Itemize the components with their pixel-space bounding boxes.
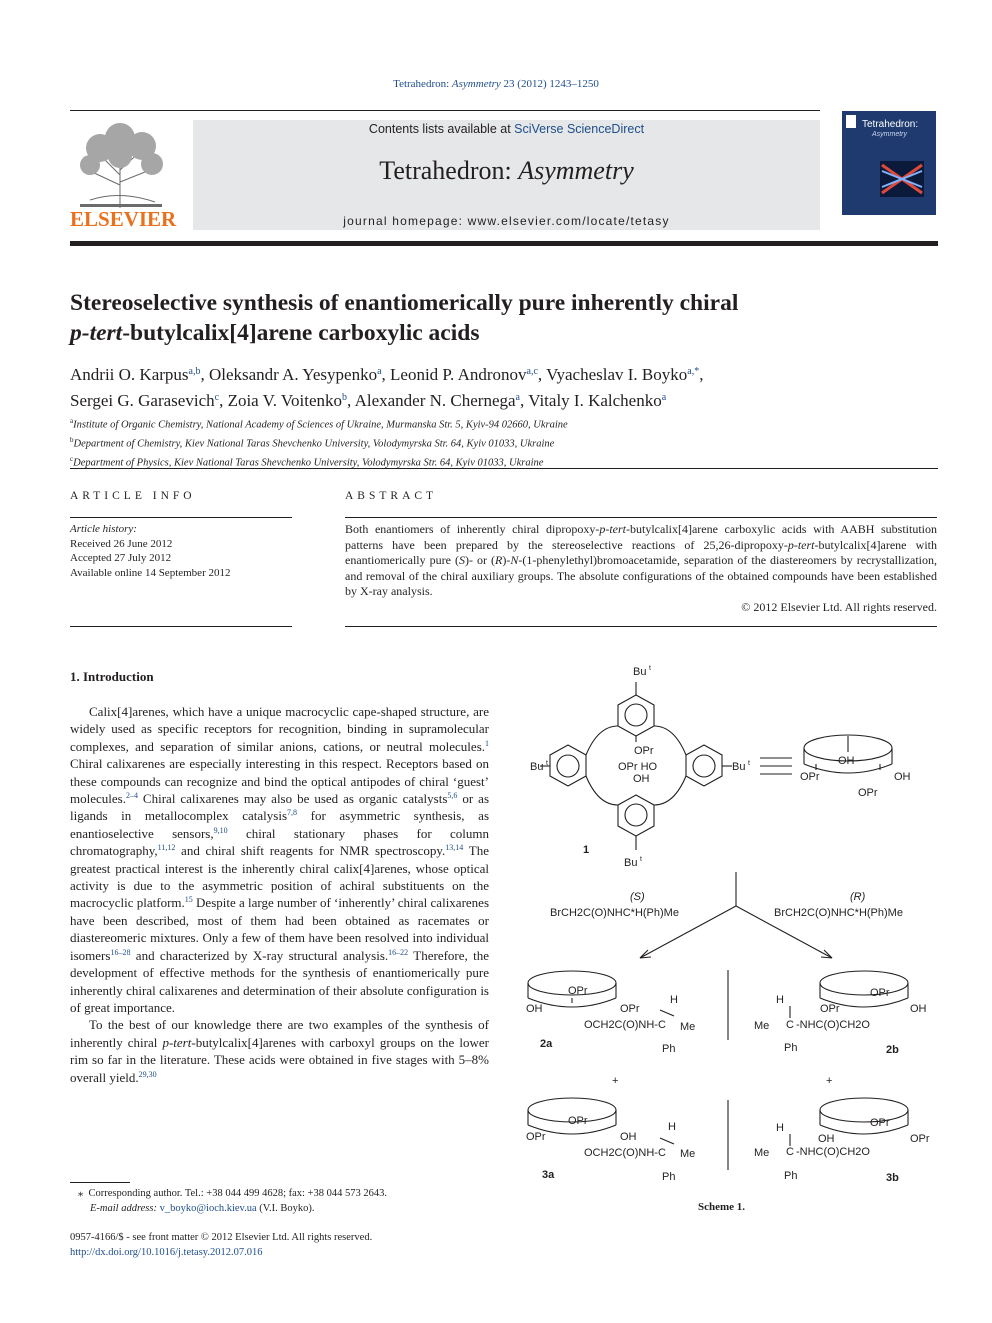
author-name[interactable]: Vyacheslav I. Boyko [546,365,688,384]
scheme-2b-arm: -NHC(O)CH2O [796,1019,870,1031]
citation-ref[interactable]: 11,12 [157,843,176,853]
scheme-opr-1: OPr [634,745,654,757]
article-info-bottom-rule [70,626,292,627]
journal-title: Tetrahedron: Asymmetry [379,156,634,185]
cover-subtitle: Asymmetry [872,131,907,138]
contents-line: Contents lists available at SciVerse ScienceDirect [368,122,645,136]
scheme-opr-left: OPr [800,771,820,783]
article-info-rule [70,517,292,518]
scheme-bu-top: Bu [633,666,647,678]
masthead-thick-rule [70,241,938,246]
scheme-2a-opr: OPr [620,1003,640,1015]
scheme-bu-right-t: t [748,760,750,767]
scheme-opr-bottom: OPr [858,787,878,799]
masthead [193,120,820,230]
affil-rule [70,468,938,469]
scheme-2b-h: H [776,994,784,1006]
scheme-reagent-r: BrCH2C(O)NHC*H(Ph)Me [774,907,903,919]
scheme-label-2b: 2b [886,1044,899,1056]
scheme-2b-c: C [786,1019,794,1031]
author-name[interactable]: Alexander N. Chernega [354,391,516,410]
scheme-3a-ph: Ph [662,1171,676,1183]
citation-ref[interactable]: 5,6 [447,791,458,801]
scheme-bu-right: Bu [732,761,746,773]
scheme-plus-left: + [612,1075,619,1087]
author-name[interactable]: Vitaly I. Kalchenko [528,391,662,410]
article-title: Stereoselective synthesis of enantiomerically pure inherently chiral p-tert-butylcalix[4]arene carboxylic acids [70,290,739,346]
scheme-3b-opr-top: OPr [870,1117,890,1129]
scheme-2a-ph: Ph [662,1043,676,1055]
scheme-2a-opr-top: OPr [568,985,588,997]
scheme-3b-me: Me [754,1147,770,1159]
publisher-name: ELSEVIER [70,207,177,231]
scheme-bu-top-t: t [649,665,651,672]
author-list: Andrii O. Karpus$^{a,b}$, Oleksandr A. Yesypenko$^a$, Leonid P. Andronov$^{a,c}$, Vyacheslav I. Boyko$^{a,*}$, Sergei G. Garasevich$^c$, Zoia V. Voitenko$^b$, Alexander N. Chernega$^a$, Vitaly I. Kalchenko$^a$ [70,365,704,410]
scheme-reagent-s: BrCH2C(O)NHC*H(Ph)Me [550,907,679,919]
author-name[interactable]: Oleksandr A. Yesypenko [208,365,378,384]
scheme-label-2a: 2a [540,1038,553,1050]
scheme-3a-h: H [668,1121,676,1133]
scheme-bu-bottom: Bu [624,857,638,869]
citation-ref[interactable]: 16–28 [110,947,131,957]
scheme-3b-opr: OPr [910,1133,930,1145]
affiliations: $^a$Institute of Organic Chemistry, National Academy of Sciences of Ukraine, Murmanska Str. 5, Kyiv-94 02660, Ukraine $^b$Department of Chemistry, Kiev National Taras Shevchenko University, Volodymyrska Str. 64, Kyiv 01033, Ukraine $^c$Department of Physics, Kiev National Taras Shevchenko University, Volodymyrska Str. 64, Kyiv 01033, Ukraine [70,417,568,469]
scheme-2b-opr-top: OPr [870,987,890,999]
cover-footer [842,215,936,229]
citation-ref[interactable]: 9,10 [213,825,228,835]
scheme-2a-h: H [670,994,678,1006]
scheme-3b-arm: -NHC(O)CH2O [796,1146,870,1158]
scheme-label-3b: 3b [886,1172,899,1184]
scheme-3a-opr-top: OPr [568,1115,588,1127]
scheme-3b-c: C [786,1146,794,1158]
scheme-2b-opr: OPr [820,1003,840,1015]
copyright: © 2012 Elsevier Ltd. All rights reserved. [741,599,937,614]
scheme-3a-arm: OCH2C(O)NH-C [584,1147,666,1159]
scheme-2a-arm: OCH2C(O)NH-C [584,1019,666,1031]
author-name[interactable]: Andrii O. Karpus [70,365,189,384]
email-link[interactable]: v_boyko@ioch.kiev.ua [159,1203,257,1214]
scheme-bu-bottom-t: t [640,856,642,863]
abstract-bottom-rule [345,626,937,627]
scheme-2b-oh: OH [910,1003,927,1015]
author-name[interactable]: Leonid P. Andronov [390,365,527,384]
article-history: Article history: Received 26 June 2012 Accepted 27 July 2012 Available online 14 September 2012 [70,523,231,579]
journal-homepage-link[interactable]: journal homepage: www.elsevier.com/locate/tetasy [343,214,670,228]
corresponding-author-footnote: ⁎ Corresponding author. Tel.: +38 044 499 4628; fax: +38 044 573 2643. E-mail address: v_boyko@ioch.kiev.ua (V.I. Boyko). [78,1188,387,1214]
section-heading-introduction: 1. Introduction [70,669,154,684]
scheme-3b-oh: OH [818,1133,835,1145]
scheme-1-figure [520,660,940,1190]
scheme-3a-opr: OPr [526,1131,546,1143]
abstract-rule [345,517,937,518]
intro-paragraph-1: Calix[4]arenes, which have a unique macrocyclic cape-shaped structure, are widely used as specific receptors for recognition, binding in supramolecular complexes, and separation of similar anions, cations, or neutral molecules.$^1$ Chiral calixarenes are especially interesting in this respect. Receptors based on these compounds can recognize and bind the optical antipodes of chiral ‘guest’ molecules.$^{2-4}$ Chiral calixarenes may also be used as organic catalysts$^{5,6}$ or as ligands in metallocomplex catalysis$^{7,8}$ for asymmetric synthesis, as enantioselective sensors,$^{9,10}$ chiral stationary phases for column chromatography,$^{11,12}$ and chiral shift reagents for NMR spectroscopy.$^{13,14}$ The greatest practical interest is the inherently chiral calix[4]arenes, whose optical activity is due to the asymmetric position of achiral substituents on the macrocyclic platform.$^{15}$ Despite a large number of ‘inherently’ chiral calixarenes have been described, most of them had been obtained as racemates or diastereomeric mixtures. Only a few of them have been resolved into individual isomers$^{16-28}$ and characterized by X-ray structural analysis.$^{16-22}$ Therefore, the development of effective methods for the synthesis of enantiomerically pure inherently chiral calixarenes and determination of their absolute configuration is of great importance. [70,704,490,1015]
scheme-3a-me: Me [680,1148,696,1160]
elsevier-logo[interactable] [70,120,177,232]
article-info-heading: ARTICLE INFO [70,490,196,502]
footnote-rule [70,1182,130,1183]
scheme-oh-right: OH [894,771,911,783]
cover-logo-icon [846,115,856,128]
scheme-caption: Scheme 1. [698,1201,746,1213]
author-name[interactable]: Zoia V. Voitenko [227,391,343,410]
scheme-oh-1: OH [633,773,650,785]
citation-ref[interactable]: 16–22 [388,947,409,957]
scheme-plus-right: + [826,1075,833,1087]
scheme-oh-top: OH [838,755,855,767]
citation-ref[interactable]: 13,14 [445,843,464,853]
journal-cover-image[interactable] [842,111,936,229]
scheme-2b-me: Me [754,1020,770,1032]
intro-paragraph-2: To the best of our knowledge there are two examples of the synthesis of inherently chiral p-tert-butylcalix[4]arenes with carboxyl groups on the lower rim so far in the literature. These acids were obtained in five stages with 5–8% overall yield.$^{29,30}$ [70,1017,489,1085]
abstract-text: Both enantiomers of inherently chiral dipropoxy-p-tert-butylcalix[4]arene carboxylic acids with AABH substitution patterns have been prepared by the stereoselective reactions of 25,26-dipropoxy-p-tert-butylcalix[4]arene with enantiomerically pure (S)- or (R)-N-(1-phenylethyl)bromoacetamide, separation of the diastereomers by recrystallization, and removal of the chiral auxiliary groups. The absolute configurations of the obtained compounds have been established by X-ray analysis. © 2012 Elsevier Ltd. All rights reserved. [345,522,938,614]
author-name[interactable]: Sergei G. Garasevich [70,391,215,410]
introduction-body [70,703,489,1086]
citation-ref[interactable]: 15 [184,895,193,905]
scheme-compound-1: 1 [583,844,590,856]
citation-ref[interactable]: 2–4 [125,791,138,801]
scheme-bu-left-t: t [546,760,548,767]
scheme-2b-ph: Ph [784,1042,798,1054]
cover-title: Tetrahedron: [862,119,919,130]
scheme-r-label: (R) [850,891,866,903]
scheme-2a-oh: OH [526,1003,543,1015]
journal-citation[interactable]: Tetrahedron: Asymmetry 23 (2012) 1243–1250 [393,78,599,90]
citation-ref[interactable]: 7,8 [287,808,298,818]
masthead-top-rule [70,110,820,111]
elsevier-tree-icon [70,120,172,212]
doi-link[interactable]: http://dx.doi.org/10.1016/j.tetasy.2012.07.016 [70,1246,263,1258]
scheme-3b-ph: Ph [784,1170,798,1182]
scheme-opr-ho: OPr HO [618,761,658,773]
scheme-3b-h: H [776,1122,784,1134]
citation-ref[interactable]: 29,30 [138,1069,157,1079]
scheme-label-3a: 3a [542,1169,555,1181]
scheme-2a-me: Me [680,1021,696,1033]
scheme-3a-oh: OH [620,1131,637,1143]
abstract-heading: ABSTRACT [345,490,438,502]
cover-art-icon [880,161,924,197]
scheme-bu-left: Bu [530,761,544,773]
citation-ref[interactable]: 1 [485,738,489,748]
scheme-s-label: (S) [630,891,645,903]
sciencedirect-link[interactable]: SciVerse ScienceDirect [514,122,645,136]
issn-line: 0957-4166/$ - see front matter © 2012 Elsevier Ltd. All rights reserved. http://dx.doi.org/10.1016/j.tetasy.2012.07.016 [70,1231,372,1260]
